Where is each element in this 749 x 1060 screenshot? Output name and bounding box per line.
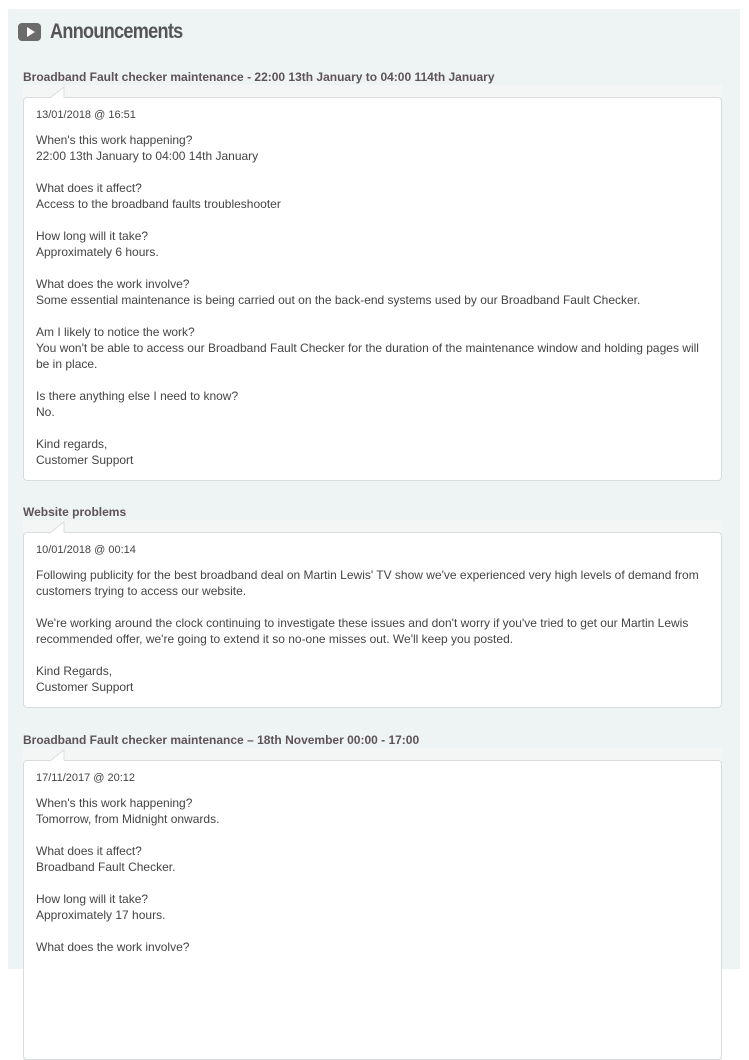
answer-text: Some essential maintenance is being carried out on the back-end systems used by our Broadband Fault Checker. [36, 293, 641, 307]
signature [36, 663, 709, 695]
question-text: What does the work involve? [36, 940, 190, 954]
announcement-title: Broadband Fault checker maintenance – 18th November 00:00 - 17:00 [23, 733, 420, 747]
announcement-paragraph [36, 939, 709, 955]
question-text: How long will it take? [36, 892, 149, 906]
announcement-paragraph [36, 324, 709, 372]
announcements-section [8, 9, 740, 969]
announcement-title: Website problems [23, 505, 127, 519]
announcement-paragraph [36, 795, 709, 827]
announcement-card [23, 532, 722, 708]
speech-notch-icon [50, 749, 66, 761]
announcement-date: 17/11/2017 @ 20:12 [36, 772, 136, 784]
question-text: When's this work happening? [36, 133, 193, 147]
announcement-item [23, 70, 723, 481]
announcement-paragraph [36, 276, 709, 308]
announcement-panel [23, 520, 722, 708]
play-icon [18, 23, 41, 41]
signature-name: Customer Support [36, 453, 134, 467]
announcement-card [23, 760, 722, 1060]
announcement-panel [23, 748, 722, 1060]
question-text: How long will it take? [36, 229, 149, 243]
speech-notch-icon [50, 86, 66, 98]
announcement-card [23, 97, 722, 481]
sign-off-text: Kind regards, [36, 437, 108, 451]
answer-text: 22:00 13th January to 04:00 14th January [36, 149, 259, 163]
question-text: When's this work happening? [36, 796, 193, 810]
question-text: What does it affect? [36, 844, 142, 858]
announcement-item [23, 505, 723, 708]
answer-text: Approximately 6 hours. [36, 245, 159, 259]
announcement-paragraph [36, 180, 709, 212]
answer-text: Broadband Fault Checker. [36, 860, 176, 874]
announcement-paragraph [36, 567, 709, 599]
signature [36, 436, 709, 468]
announcement-paragraph [36, 891, 709, 923]
answer-text: No. [36, 405, 55, 419]
question-text: Am I likely to notice the work? [36, 325, 195, 339]
announcement-paragraph [36, 132, 709, 164]
answer-text: You won't be able to access our Broadband Fault Checker for the duration of the maintenance window and holding pages will be in place. [36, 341, 699, 371]
announcement-date: 13/01/2018 @ 16:51 [36, 109, 136, 121]
sign-off-text: Kind Regards, [36, 664, 113, 678]
announcement-panel [23, 85, 722, 481]
body-text: We're working around the clock continuing to investigate these issues and don't worry if you've tried to get our Martin Lewis recommended offer, we're going to extend it so no-one misses out. We'll keep you posted. [36, 616, 689, 646]
answer-text: Approximately 17 hours. [36, 908, 166, 922]
speech-notch-icon [50, 521, 66, 533]
question-text: What does it affect? [36, 181, 142, 195]
announcement-item [23, 733, 723, 1060]
answer-text: Tomorrow, from Midnight onwards. [36, 812, 220, 826]
answer-text: Access to the broadband faults troubleshooter [36, 197, 281, 211]
question-text: What does the work involve? [36, 277, 190, 291]
page-header [18, 22, 204, 42]
announcement-paragraph [36, 615, 709, 647]
announcement-paragraph [36, 388, 709, 420]
announcement-paragraph [36, 843, 709, 875]
announcement-date: 10/01/2018 @ 00:14 [36, 544, 136, 556]
signature-name: Customer Support [36, 680, 134, 694]
page-title: Announcements [50, 20, 183, 43]
announcement-title: Broadband Fault checker maintenance - 22:00 13th January to 04:00 114th January [23, 70, 495, 84]
body-text: Following publicity for the best broadband deal on Martin Lewis' TV show we've experienced very high levels of demand from customers trying to access our website. [36, 568, 699, 598]
question-text: Is there anything else I need to know? [36, 389, 239, 403]
announcement-paragraph [36, 228, 709, 260]
